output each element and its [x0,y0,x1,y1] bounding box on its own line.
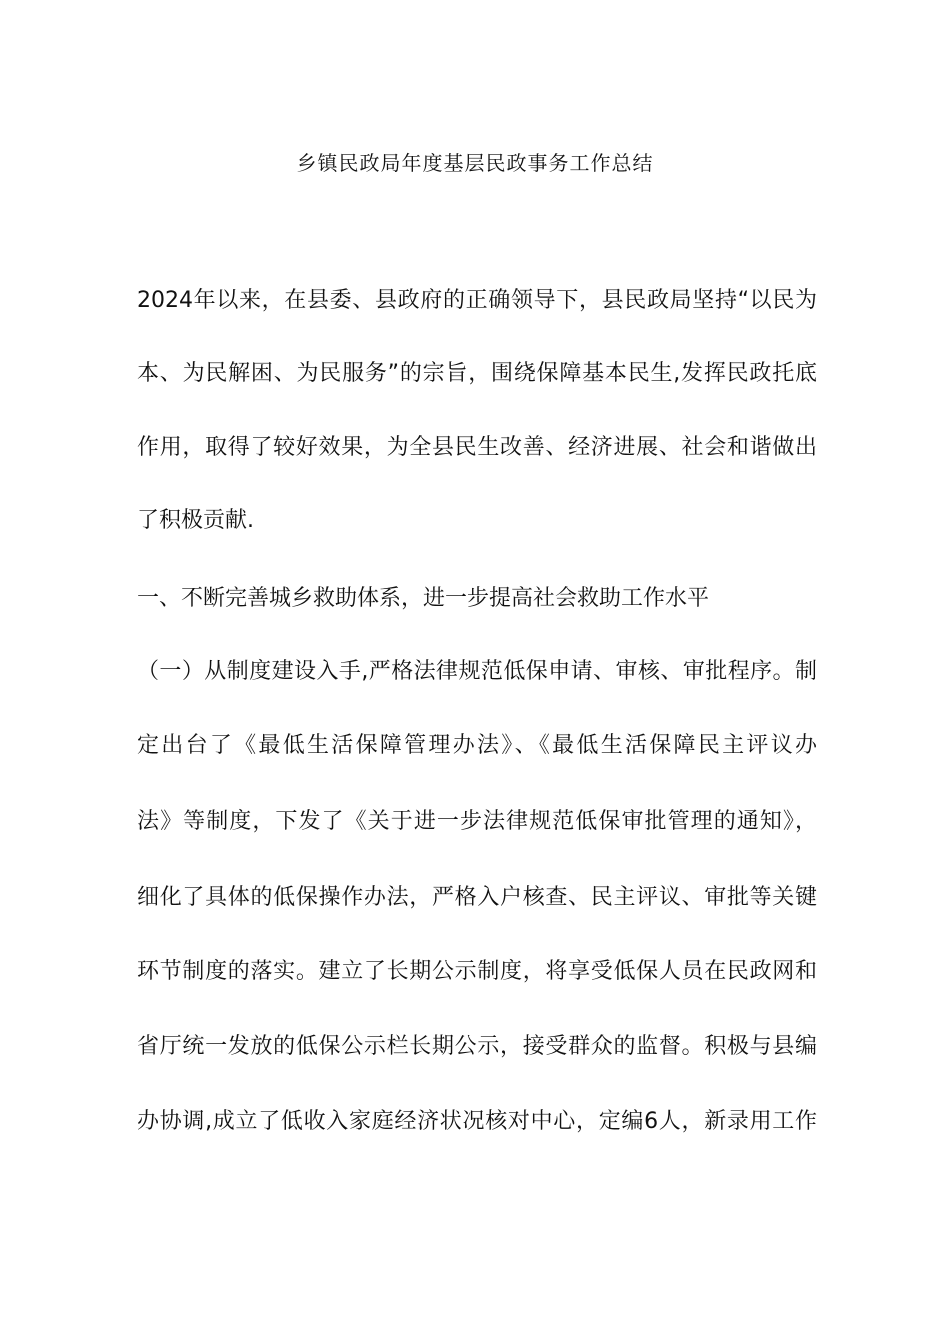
paragraph-line: 作用，取得了较好效果，为全县民生改善、经济进展、社会和谐做出 [137,435,817,460]
section-heading: 一、不断完善城乡救助体系，进一步提高社会救助工作水平 [137,586,710,611]
paragraph-line: 办协调,成立了低收入家庭经济状况核对中心，定编6人，新录用工作 [137,1109,817,1134]
paragraph-line: 2024年以来，在县委、县政府的正确领导下，县民政局坚持“以民为 [137,288,817,313]
paragraph-line: 法》等制度，下发了《关于进一步法律规范低保审批管理的通知》， [137,809,817,834]
paragraph-line: 环节制度的落实。建立了长期公示制度，将享受低保人员在民政网和 [137,959,817,984]
paragraph-line: 本、为民解困、为民服务”的宗旨，围绕保障基本民生,发挥民政托底 [137,361,817,386]
paragraph-line: 细化了具体的低保操作办法，严格入户核查、民主评议、审批等关键 [137,885,817,910]
document-title: 乡镇民政局年度基层民政事务工作总结 [296,151,654,175]
paragraph-line: 了积极贡献. [137,508,254,533]
paragraph-line: 省厅统一发放的低保公示栏长期公示，接受群众的监督。积极与县编 [137,1034,817,1059]
paragraph-line: 定出台了《最低生活保障管理办法》、《最低生活保障民主评议办 [137,733,817,758]
paragraph-line: （一）从制度建设入手,严格法律规范低保申请、审核、审批程序。制 [137,659,817,684]
